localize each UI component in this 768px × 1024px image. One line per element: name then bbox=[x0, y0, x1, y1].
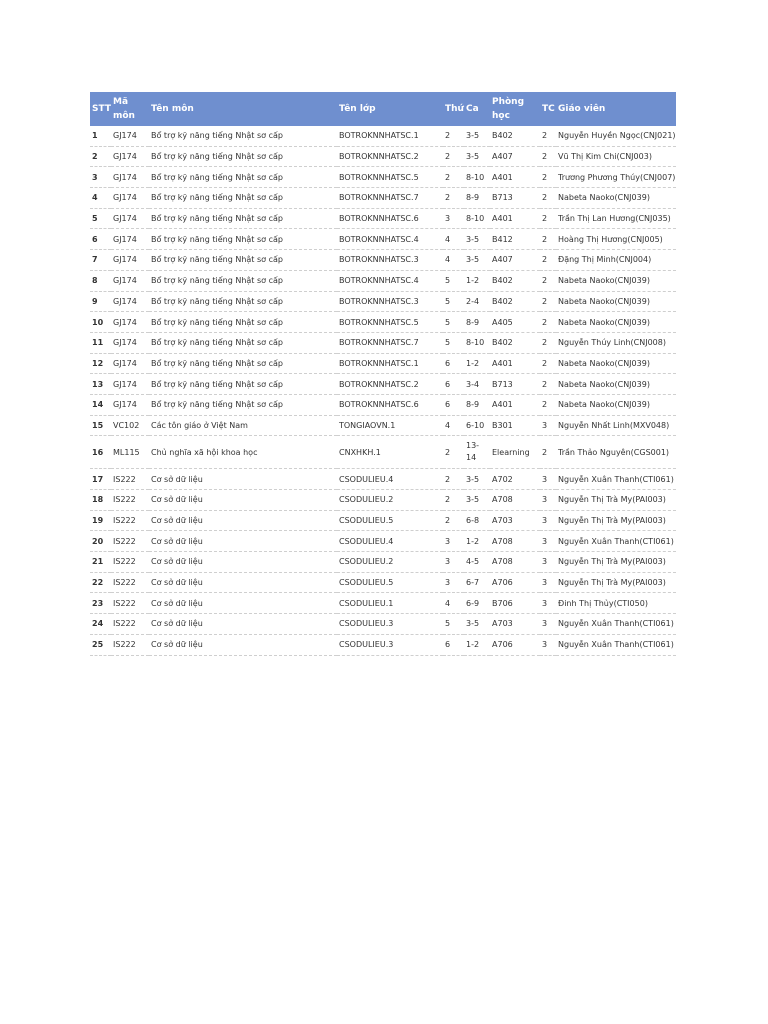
header-giao-vien: Giáo viên bbox=[558, 104, 606, 114]
table-row bbox=[90, 332, 676, 353]
header-ca: Ca bbox=[466, 104, 479, 114]
cell-thu: 5 bbox=[443, 291, 464, 312]
cell-ma-mon: GJ174 bbox=[111, 291, 149, 312]
cell-thu: 4 bbox=[443, 593, 464, 614]
cell-stt: 17 bbox=[90, 469, 111, 490]
table-row bbox=[90, 634, 676, 655]
table-row bbox=[90, 614, 676, 635]
cell-ten-lop: CSODULIEU.2 bbox=[337, 552, 443, 573]
cell-giao-vien: Nabeta Naoko(CNJ039) bbox=[556, 291, 676, 312]
header-tc: TC bbox=[542, 104, 555, 114]
cell-giao-vien: Nguyễn Xuân Thanh(CTI061) bbox=[556, 469, 676, 490]
cell-tc: 3 bbox=[540, 510, 556, 531]
schedule-table bbox=[90, 92, 676, 656]
cell-stt: 4 bbox=[90, 188, 111, 209]
cell-ten-lop: CSODULIEU.1 bbox=[337, 593, 443, 614]
cell-ma-mon: IS222 bbox=[111, 490, 149, 511]
cell-ten-lop: BOTROKNNHATSC.1 bbox=[337, 126, 443, 146]
cell-thu: 4 bbox=[443, 229, 464, 250]
cell-giao-vien: Nguyễn Xuân Thanh(CTI061) bbox=[556, 531, 676, 552]
cell-thu: 4 bbox=[443, 415, 464, 436]
cell-phong-hoc: B706 bbox=[490, 593, 540, 614]
table-row bbox=[90, 250, 676, 271]
cell-thu: 3 bbox=[443, 552, 464, 573]
table-row bbox=[90, 531, 676, 552]
cell-thu: 6 bbox=[443, 353, 464, 374]
cell-giao-vien: Nabeta Naoko(CNJ039) bbox=[556, 353, 676, 374]
cell-ten-mon: Bổ trợ kỹ năng tiếng Nhật sơ cấp bbox=[149, 270, 337, 291]
cell-phong-hoc: A706 bbox=[490, 634, 540, 655]
cell-ma-mon: GJ174 bbox=[111, 208, 149, 229]
table-row bbox=[90, 552, 676, 573]
cell-tc: 2 bbox=[540, 229, 556, 250]
header-ma-mon: Mã môn bbox=[113, 97, 135, 121]
table-row bbox=[90, 291, 676, 312]
cell-phong-hoc: Elearning bbox=[490, 436, 540, 469]
cell-phong-hoc: A401 bbox=[490, 394, 540, 415]
cell-ca: 4-5 bbox=[464, 552, 490, 573]
cell-ten-lop: BOTROKNNHATSC.1 bbox=[337, 353, 443, 374]
cell-ma-mon: IS222 bbox=[111, 531, 149, 552]
cell-ten-lop: CSODULIEU.4 bbox=[337, 531, 443, 552]
cell-giao-vien: Nguyễn Thị Trà My(PAI003) bbox=[556, 552, 676, 573]
cell-ten-lop: BOTROKNNHATSC.6 bbox=[337, 394, 443, 415]
cell-ma-mon: IS222 bbox=[111, 572, 149, 593]
cell-phong-hoc: A706 bbox=[490, 572, 540, 593]
cell-ca: 3-4 bbox=[464, 374, 490, 395]
cell-giao-vien: Nabeta Naoko(CNJ039) bbox=[556, 188, 676, 209]
cell-phong-hoc: A708 bbox=[490, 531, 540, 552]
cell-stt: 12 bbox=[90, 353, 111, 374]
cell-ten-mon: Bổ trợ kỹ năng tiếng Nhật sơ cấp bbox=[149, 394, 337, 415]
cell-stt: 15 bbox=[90, 415, 111, 436]
cell-giao-vien: Nguyễn Nhất Linh(MXV048) bbox=[556, 415, 676, 436]
cell-thu: 3 bbox=[443, 208, 464, 229]
cell-thu: 5 bbox=[443, 270, 464, 291]
table-row bbox=[90, 312, 676, 333]
cell-phong-hoc: A708 bbox=[490, 552, 540, 573]
cell-thu: 6 bbox=[443, 634, 464, 655]
cell-ma-mon: GJ174 bbox=[111, 374, 149, 395]
cell-ma-mon: GJ174 bbox=[111, 188, 149, 209]
cell-giao-vien: Nguyễn Huyền Ngọc(CNJ021) bbox=[556, 126, 676, 146]
cell-ten-lop: CSODULIEU.5 bbox=[337, 572, 443, 593]
cell-ma-mon: GJ174 bbox=[111, 146, 149, 167]
cell-stt: 9 bbox=[90, 291, 111, 312]
cell-giao-vien: Nguyễn Xuân Thanh(CTI061) bbox=[556, 634, 676, 655]
cell-phong-hoc: B713 bbox=[490, 188, 540, 209]
table-row bbox=[90, 374, 676, 395]
cell-ma-mon: GJ174 bbox=[111, 229, 149, 250]
cell-tc: 3 bbox=[540, 552, 556, 573]
cell-ma-mon: IS222 bbox=[111, 593, 149, 614]
table-row bbox=[90, 510, 676, 531]
cell-giao-vien: Nabeta Naoko(CNJ039) bbox=[556, 394, 676, 415]
cell-ten-mon: Cơ sở dữ liệu bbox=[149, 490, 337, 511]
cell-ten-mon: Cơ sở dữ liệu bbox=[149, 510, 337, 531]
table-row bbox=[90, 188, 676, 209]
cell-tc: 3 bbox=[540, 531, 556, 552]
header-stt: STT bbox=[92, 104, 111, 114]
cell-ten-mon: Bổ trợ kỹ năng tiếng Nhật sơ cấp bbox=[149, 250, 337, 271]
cell-stt: 23 bbox=[90, 593, 111, 614]
cell-ten-lop: BOTROKNNHATSC.4 bbox=[337, 229, 443, 250]
cell-ma-mon: IS222 bbox=[111, 469, 149, 490]
cell-giao-vien: Trần Thảo Nguyên(CGS001) bbox=[556, 436, 676, 469]
cell-phong-hoc: B402 bbox=[490, 126, 540, 146]
cell-ten-lop: TONGIAOVN.1 bbox=[337, 415, 443, 436]
cell-thu: 5 bbox=[443, 614, 464, 635]
cell-ten-mon: Bổ trợ kỹ năng tiếng Nhật sơ cấp bbox=[149, 146, 337, 167]
cell-stt: 18 bbox=[90, 490, 111, 511]
cell-tc: 2 bbox=[540, 312, 556, 333]
cell-giao-vien: Nguyễn Thị Trà My(PAI003) bbox=[556, 572, 676, 593]
table-row bbox=[90, 208, 676, 229]
cell-ca: 3-5 bbox=[464, 490, 490, 511]
cell-giao-vien: Nguyễn Thị Trà My(PAI003) bbox=[556, 490, 676, 511]
cell-giao-vien: Trần Thị Lan Hương(CNJ035) bbox=[556, 208, 676, 229]
cell-thu: 2 bbox=[443, 146, 464, 167]
cell-stt: 6 bbox=[90, 229, 111, 250]
cell-giao-vien: Hoàng Thị Hương(CNJ005) bbox=[556, 229, 676, 250]
cell-ca: 6-9 bbox=[464, 593, 490, 614]
cell-thu: 2 bbox=[443, 490, 464, 511]
cell-tc: 2 bbox=[540, 188, 556, 209]
cell-thu: 6 bbox=[443, 394, 464, 415]
cell-stt: 14 bbox=[90, 394, 111, 415]
cell-tc: 2 bbox=[540, 353, 556, 374]
cell-thu: 3 bbox=[443, 531, 464, 552]
cell-ten-lop: BOTROKNNHATSC.5 bbox=[337, 167, 443, 188]
cell-giao-vien: Nguyễn Thúy Linh(CNJ008) bbox=[556, 332, 676, 353]
table-row bbox=[90, 126, 676, 146]
cell-ca: 8-9 bbox=[464, 312, 490, 333]
cell-ca: 6-8 bbox=[464, 510, 490, 531]
table-row bbox=[90, 394, 676, 415]
cell-phong-hoc: A702 bbox=[490, 469, 540, 490]
cell-phong-hoc: A401 bbox=[490, 167, 540, 188]
cell-ma-mon: IS222 bbox=[111, 634, 149, 655]
cell-tc: 2 bbox=[540, 208, 556, 229]
cell-stt: 19 bbox=[90, 510, 111, 531]
cell-ma-mon: GJ174 bbox=[111, 332, 149, 353]
cell-phong-hoc: A708 bbox=[490, 490, 540, 511]
table-row bbox=[90, 353, 676, 374]
cell-ten-mon: Bổ trợ kỹ năng tiếng Nhật sơ cấp bbox=[149, 374, 337, 395]
cell-stt: 11 bbox=[90, 332, 111, 353]
cell-thu: 2 bbox=[443, 510, 464, 531]
cell-ten-lop: CSODULIEU.3 bbox=[337, 614, 443, 635]
cell-ca: 8-9 bbox=[464, 394, 490, 415]
cell-ten-lop: CSODULIEU.4 bbox=[337, 469, 443, 490]
cell-ma-mon: IS222 bbox=[111, 614, 149, 635]
table-row bbox=[90, 436, 676, 469]
cell-ten-lop: BOTROKNNHATSC.7 bbox=[337, 332, 443, 353]
cell-ten-lop: CSODULIEU.2 bbox=[337, 490, 443, 511]
table-row bbox=[90, 229, 676, 250]
cell-tc: 2 bbox=[540, 250, 556, 271]
cell-stt: 13 bbox=[90, 374, 111, 395]
cell-stt: 2 bbox=[90, 146, 111, 167]
cell-ma-mon: VC102 bbox=[111, 415, 149, 436]
cell-ten-lop: BOTROKNNHATSC.2 bbox=[337, 374, 443, 395]
header-phong-hoc: Phòng học bbox=[492, 97, 525, 121]
cell-tc: 2 bbox=[540, 332, 556, 353]
cell-tc: 2 bbox=[540, 291, 556, 312]
cell-stt: 16 bbox=[90, 436, 111, 469]
cell-ten-mon: Cơ sở dữ liệu bbox=[149, 572, 337, 593]
cell-ca: 3-5 bbox=[464, 250, 490, 271]
cell-giao-vien: Trương Phương Thúy(CNJ007) bbox=[556, 167, 676, 188]
cell-ca: 3-5 bbox=[464, 469, 490, 490]
cell-phong-hoc: B402 bbox=[490, 270, 540, 291]
cell-ten-mon: Bổ trợ kỹ năng tiếng Nhật sơ cấp bbox=[149, 208, 337, 229]
cell-giao-vien: Nabeta Naoko(CNJ039) bbox=[556, 312, 676, 333]
cell-tc: 3 bbox=[540, 614, 556, 635]
cell-stt: 10 bbox=[90, 312, 111, 333]
cell-phong-hoc: A401 bbox=[490, 353, 540, 374]
cell-ten-lop: BOTROKNNHATSC.4 bbox=[337, 270, 443, 291]
cell-ca: 8-10 bbox=[464, 332, 490, 353]
header-thu: Thứ bbox=[445, 104, 464, 114]
cell-tc: 3 bbox=[540, 469, 556, 490]
cell-ma-mon: GJ174 bbox=[111, 270, 149, 291]
cell-thu: 2 bbox=[443, 126, 464, 146]
cell-thu: 4 bbox=[443, 250, 464, 271]
cell-phong-hoc: A405 bbox=[490, 312, 540, 333]
cell-phong-hoc: B402 bbox=[490, 332, 540, 353]
cell-ten-mon: Cơ sở dữ liệu bbox=[149, 614, 337, 635]
cell-ten-mon: Bổ trợ kỹ năng tiếng Nhật sơ cấp bbox=[149, 167, 337, 188]
table-row bbox=[90, 146, 676, 167]
cell-phong-hoc: B412 bbox=[490, 229, 540, 250]
cell-ten-mon: Cơ sở dữ liệu bbox=[149, 593, 337, 614]
cell-ten-mon: Bổ trợ kỹ năng tiếng Nhật sơ cấp bbox=[149, 229, 337, 250]
cell-stt: 5 bbox=[90, 208, 111, 229]
cell-ten-lop: CSODULIEU.5 bbox=[337, 510, 443, 531]
cell-ma-mon: GJ174 bbox=[111, 353, 149, 374]
cell-ten-lop: BOTROKNNHATSC.6 bbox=[337, 208, 443, 229]
cell-ten-lop: BOTROKNNHATSC.3 bbox=[337, 250, 443, 271]
cell-tc: 2 bbox=[540, 436, 556, 469]
cell-ma-mon: GJ174 bbox=[111, 250, 149, 271]
cell-phong-hoc: B402 bbox=[490, 291, 540, 312]
cell-stt: 25 bbox=[90, 634, 111, 655]
cell-ma-mon: ML115 bbox=[111, 436, 149, 469]
cell-thu: 2 bbox=[443, 167, 464, 188]
cell-stt: 3 bbox=[90, 167, 111, 188]
cell-ca: 8-9 bbox=[464, 188, 490, 209]
cell-phong-hoc: B301 bbox=[490, 415, 540, 436]
cell-ten-lop: CSODULIEU.3 bbox=[337, 634, 443, 655]
cell-ten-mon: Cơ sở dữ liệu bbox=[149, 469, 337, 490]
table-header-row bbox=[90, 92, 676, 126]
cell-phong-hoc: A401 bbox=[490, 208, 540, 229]
cell-ma-mon: GJ174 bbox=[111, 167, 149, 188]
cell-ca: 3-5 bbox=[464, 614, 490, 635]
cell-ten-lop: BOTROKNNHATSC.3 bbox=[337, 291, 443, 312]
header-ten-mon: Tên môn bbox=[151, 104, 194, 114]
cell-tc: 2 bbox=[540, 270, 556, 291]
cell-ten-lop: BOTROKNNHATSC.5 bbox=[337, 312, 443, 333]
cell-giao-vien: Nguyễn Xuân Thanh(CTI061) bbox=[556, 614, 676, 635]
header-ten-lop: Tên lớp bbox=[339, 104, 376, 114]
cell-tc: 2 bbox=[540, 146, 556, 167]
cell-giao-vien: Vũ Thị Kim Chi(CNJ003) bbox=[556, 146, 676, 167]
cell-ca: 1-2 bbox=[464, 270, 490, 291]
cell-ma-mon: IS222 bbox=[111, 510, 149, 531]
cell-ten-mon: Cơ sở dữ liệu bbox=[149, 634, 337, 655]
cell-tc: 2 bbox=[540, 126, 556, 146]
cell-stt: 8 bbox=[90, 270, 111, 291]
cell-tc: 2 bbox=[540, 167, 556, 188]
cell-ten-mon: Cơ sở dữ liệu bbox=[149, 552, 337, 573]
cell-thu: 6 bbox=[443, 374, 464, 395]
cell-thu: 2 bbox=[443, 469, 464, 490]
cell-giao-vien: Nabeta Naoko(CNJ039) bbox=[556, 270, 676, 291]
table-row bbox=[90, 469, 676, 490]
cell-giao-vien: Nguyễn Thị Trà My(PAI003) bbox=[556, 510, 676, 531]
cell-ten-mon: Bổ trợ kỹ năng tiếng Nhật sơ cấp bbox=[149, 126, 337, 146]
cell-thu: 5 bbox=[443, 332, 464, 353]
cell-phong-hoc: A703 bbox=[490, 614, 540, 635]
cell-phong-hoc: A407 bbox=[490, 250, 540, 271]
cell-ca: 3-5 bbox=[464, 146, 490, 167]
cell-ca: 2-4 bbox=[464, 291, 490, 312]
cell-ca: 3-5 bbox=[464, 126, 490, 146]
cell-thu: 5 bbox=[443, 312, 464, 333]
cell-ten-lop: BOTROKNNHATSC.2 bbox=[337, 146, 443, 167]
cell-ten-mon: Các tôn giáo ở Việt Nam bbox=[149, 415, 337, 436]
cell-ca: 6-7 bbox=[464, 572, 490, 593]
cell-ten-mon: Cơ sở dữ liệu bbox=[149, 531, 337, 552]
cell-thu: 2 bbox=[443, 436, 464, 469]
cell-thu: 2 bbox=[443, 188, 464, 209]
cell-ma-mon: IS222 bbox=[111, 552, 149, 573]
cell-ca: 3-5 bbox=[464, 229, 490, 250]
cell-stt: 20 bbox=[90, 531, 111, 552]
cell-ten-mon: Chủ nghĩa xã hội khoa học bbox=[149, 436, 337, 469]
table-row bbox=[90, 490, 676, 511]
cell-ten-mon: Bổ trợ kỹ năng tiếng Nhật sơ cấp bbox=[149, 332, 337, 353]
cell-ten-mon: Bổ trợ kỹ năng tiếng Nhật sơ cấp bbox=[149, 312, 337, 333]
cell-ca: 8-10 bbox=[464, 167, 490, 188]
cell-ca: 1-2 bbox=[464, 353, 490, 374]
cell-phong-hoc: B713 bbox=[490, 374, 540, 395]
cell-tc: 3 bbox=[540, 634, 556, 655]
cell-giao-vien: Đặng Thị Minh(CNJ004) bbox=[556, 250, 676, 271]
cell-tc: 3 bbox=[540, 593, 556, 614]
cell-tc: 2 bbox=[540, 394, 556, 415]
cell-ten-lop: CNXHKH.1 bbox=[337, 436, 443, 469]
table-row bbox=[90, 572, 676, 593]
cell-ca: 1-2 bbox=[464, 634, 490, 655]
cell-tc: 3 bbox=[540, 415, 556, 436]
cell-stt: 7 bbox=[90, 250, 111, 271]
cell-giao-vien: Nabeta Naoko(CNJ039) bbox=[556, 374, 676, 395]
cell-ca: 8-10 bbox=[464, 208, 490, 229]
table-row bbox=[90, 415, 676, 436]
cell-phong-hoc: A703 bbox=[490, 510, 540, 531]
cell-stt: 22 bbox=[90, 572, 111, 593]
cell-tc: 3 bbox=[540, 490, 556, 511]
cell-stt: 24 bbox=[90, 614, 111, 635]
cell-stt: 21 bbox=[90, 552, 111, 573]
cell-tc: 3 bbox=[540, 572, 556, 593]
cell-ca: 1-2 bbox=[464, 531, 490, 552]
cell-tc: 2 bbox=[540, 374, 556, 395]
cell-ca: 6-10 bbox=[464, 415, 490, 436]
cell-ten-lop: BOTROKNNHATSC.7 bbox=[337, 188, 443, 209]
cell-ma-mon: GJ174 bbox=[111, 126, 149, 146]
cell-ten-mon: Bổ trợ kỹ năng tiếng Nhật sơ cấp bbox=[149, 291, 337, 312]
cell-stt: 1 bbox=[90, 126, 111, 146]
table-row bbox=[90, 167, 676, 188]
cell-phong-hoc: A407 bbox=[490, 146, 540, 167]
cell-ca: 13-14 bbox=[464, 436, 490, 469]
cell-ten-mon: Bổ trợ kỹ năng tiếng Nhật sơ cấp bbox=[149, 188, 337, 209]
cell-thu: 3 bbox=[443, 572, 464, 593]
cell-ten-mon: Bổ trợ kỹ năng tiếng Nhật sơ cấp bbox=[149, 353, 337, 374]
table-row bbox=[90, 593, 676, 614]
cell-ma-mon: GJ174 bbox=[111, 312, 149, 333]
cell-ma-mon: GJ174 bbox=[111, 394, 149, 415]
cell-giao-vien: Đinh Thị Thủy(CTI050) bbox=[556, 593, 676, 614]
table-row bbox=[90, 270, 676, 291]
table-body bbox=[90, 126, 676, 655]
